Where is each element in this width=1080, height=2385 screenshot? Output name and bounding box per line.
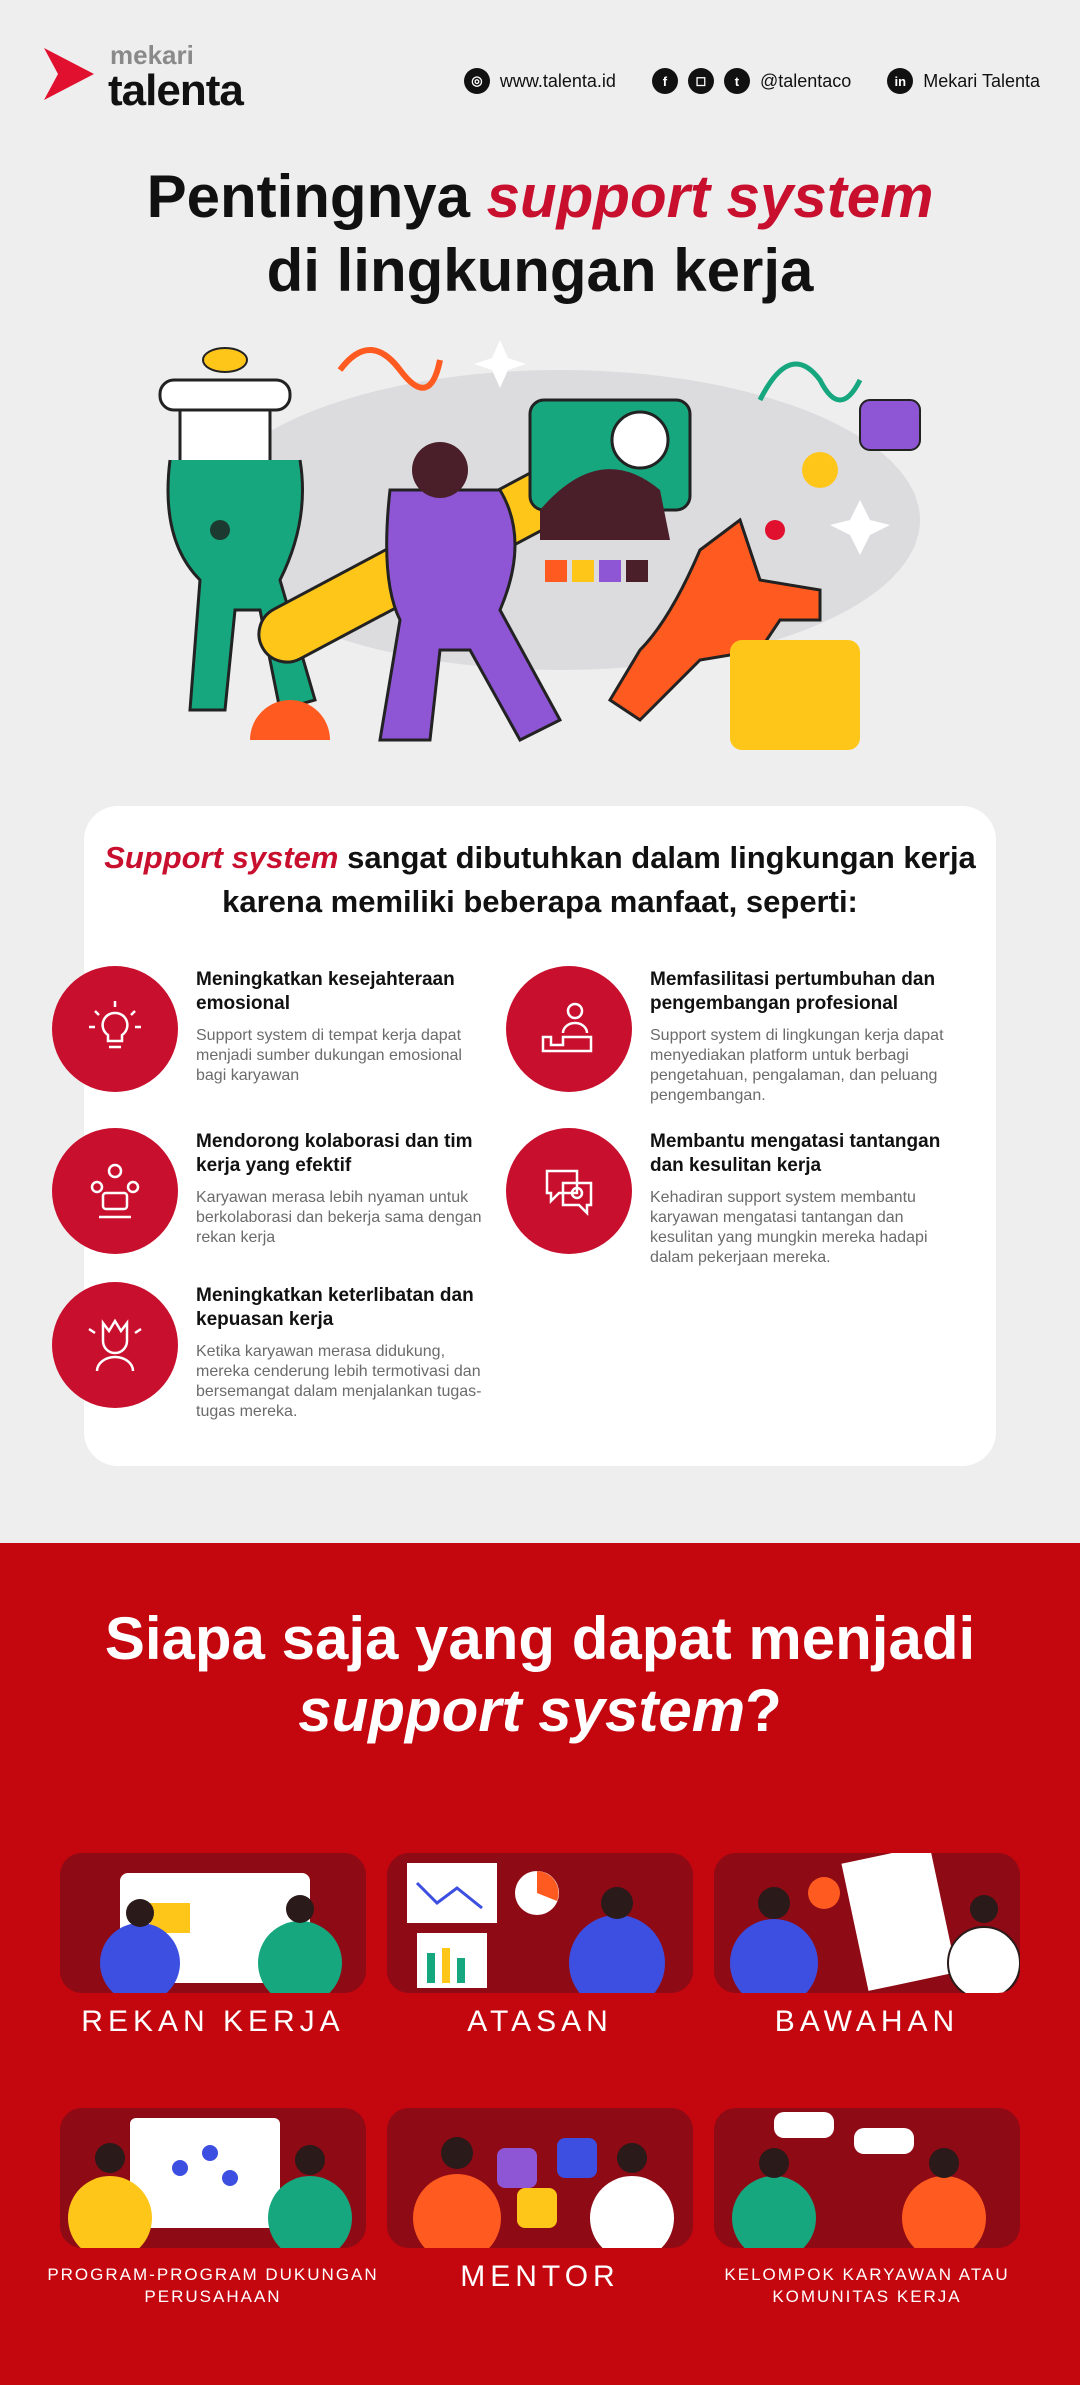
who-label: REKAN KERJA (81, 2005, 345, 2038)
supervisor-illustration (387, 1853, 693, 1993)
globe-icon[interactable]: ◎ (464, 68, 490, 94)
who-section (0, 1543, 1080, 2385)
happy-person-icon (52, 1282, 178, 1408)
facebook-icon[interactable]: f (652, 68, 678, 94)
benefit-title: Membantu mengatasi tantangan dan kesulitan kerja (650, 1131, 941, 1176)
linkedin-name[interactable]: Mekari Talenta (923, 70, 1040, 91)
subordinates-illustration (714, 1853, 1020, 1993)
title-prefix: Pentingnya (146, 163, 487, 230)
benefits-card (84, 806, 996, 1466)
benefit-description: Support system di tempat kerja dapat menjadi sumber dukungan emosional bagi karyawan (196, 1027, 462, 1084)
benefit-item (52, 1128, 492, 1278)
who-label: BAWAHAN (774, 2005, 960, 2038)
who-label: MENTOR (460, 2260, 620, 2293)
talenta-logo-icon (40, 46, 98, 102)
benefit-item (506, 966, 946, 1116)
lightbulb-icon (52, 966, 178, 1092)
benefit-item (506, 1128, 946, 1278)
who-title-line1: Siapa saja yang dapat menjadi (104, 1605, 976, 1672)
company-program-illustration (60, 2108, 366, 2248)
website-link[interactable]: www.talenta.id (499, 70, 616, 91)
coworkers-illustration (60, 1853, 366, 1993)
benefit-description: Ketika karyawan merasa didukung, mereka cenderung lebih termotivasi dan bersemangat dalam menjalankan tugas-tugas mereka. (196, 1343, 482, 1420)
team-meeting-icon (52, 1128, 178, 1254)
linkedin-icon[interactable]: in (887, 68, 913, 94)
benefit-description: Kehadiran support system membantu karyawan mengatasi tantangan dan kesulitan yang mungkin mereka hadapi dalam pekerjaan mereka. (650, 1189, 928, 1266)
benefit-title: Meningkatkan kesejahteraan emosional (196, 969, 455, 1014)
twitter-icon[interactable]: t (724, 68, 750, 94)
card-heading-text: sangat dibutuhkan dalam lingkungan kerja karena memiliki beberapa manfaat, seperti: (222, 840, 976, 919)
header (40, 40, 1040, 115)
card-heading (84, 836, 996, 924)
benefit-title: Meningkatkan keterlibatan dan kepuasan kerja (196, 1285, 474, 1330)
who-label: PROGRAM-PROGRAM DUKUNGAN PERUSAHAAN (47, 2265, 379, 2306)
benefit-item (52, 1282, 492, 1432)
growth-person-icon (506, 966, 632, 1092)
chat-idea-icon (506, 1128, 632, 1254)
benefit-description: Support system di lingkungan kerja dapat menyediakan platform untuk berbagi pengetahuan, pengalaman, dan peluang pengembangan. (650, 1027, 944, 1104)
brand-name: talenta (108, 66, 243, 115)
benefit-description: Karyawan merasa lebih nyaman untuk berkolaborasi dan bekerja sama dengan rekan kerja (196, 1189, 482, 1246)
instagram-icon[interactable]: ◻ (688, 68, 714, 94)
who-label: ATASAN (467, 2005, 613, 2038)
social-handle[interactable]: @talentaco (759, 70, 852, 91)
community-illustration (714, 2108, 1020, 2248)
benefit-item (52, 966, 492, 1116)
title-line2: di lingkungan kerja (266, 237, 814, 304)
mentor-illustration (387, 2108, 693, 2248)
who-title-accent: support system (298, 1677, 746, 1744)
brand-small: mekari (110, 40, 194, 70)
hero-illustration (140, 320, 940, 760)
card-heading-accent: Support system (104, 840, 339, 875)
benefit-title: Memfasilitasi pertumbuhan dan pengembangan profesional (650, 969, 936, 1014)
title-accent: support system (486, 163, 934, 230)
who-title (0, 1603, 1080, 1747)
who-label: KELOMPOK KARYAWAN ATAU KOMUNITAS KERJA (724, 2265, 1010, 2306)
benefit-title: Mendorong kolaborasi dan tim kerja yang efektif (196, 1131, 473, 1176)
social-bar (464, 68, 1040, 94)
page-title (0, 160, 1080, 308)
who-title-end: ? (745, 1677, 782, 1744)
